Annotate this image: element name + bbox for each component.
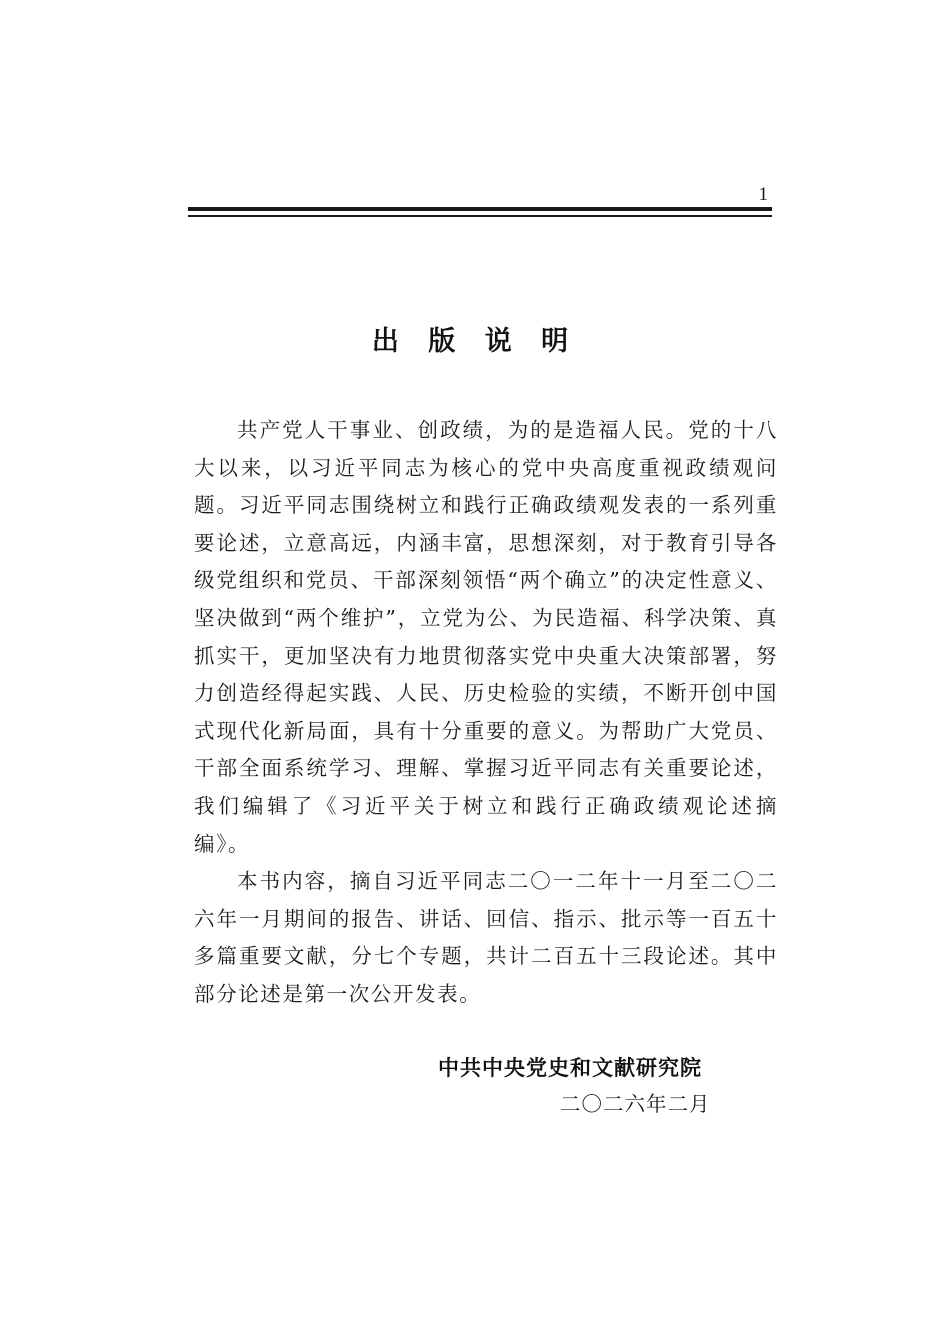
paragraph-1: 共产党人干事业、创政绩，为的是造福人民。党的十八大以来，以习近平同志为核心的党中央高度重视政绩观问题。习近平同志围绕树立和践行正确政绩观发表的一系列重要论述，立意高远，内涵丰富，思想深刻，对于教育引导各级党组织和党员、干部深刻领悟“两个确立”的决定性意义、坚决做到“两个维护”，立党为公、为民造福、科学决策、真抓实干，更加坚决有力地贯彻落实党中央重大决策部署，努力创造经得起实践、人民、历史检验的实绩，不断开创中国式现代化新局面，具有十分重要的意义。为帮助广大党员、干部全面系统学习、理解、掌握习近平同志有关重要论述，我们编辑了《习近平关于树立和践行正确政绩观论述摘编》。 <box>194 418 778 856</box>
date: 二〇二六年二月 <box>560 1092 711 1116</box>
header-rule-thin <box>188 215 772 217</box>
page-title: 出 版 说 明 <box>371 326 579 357</box>
paragraph-2: 本书内容，摘自习近平同志二〇一二年十一月至二〇二六年一月期间的报告、讲话、回信、指示、批示等一百五十多篇重要文献，分七个专题，共计二百五十三段论述。其中部分论述是第一次公开发表。 <box>194 869 778 1006</box>
page-number: 1 <box>758 184 768 205</box>
header-rule-thick <box>188 207 772 211</box>
signature: 中共中央党史和文献研究院 <box>438 1056 702 1080</box>
body-text <box>194 412 778 1014</box>
